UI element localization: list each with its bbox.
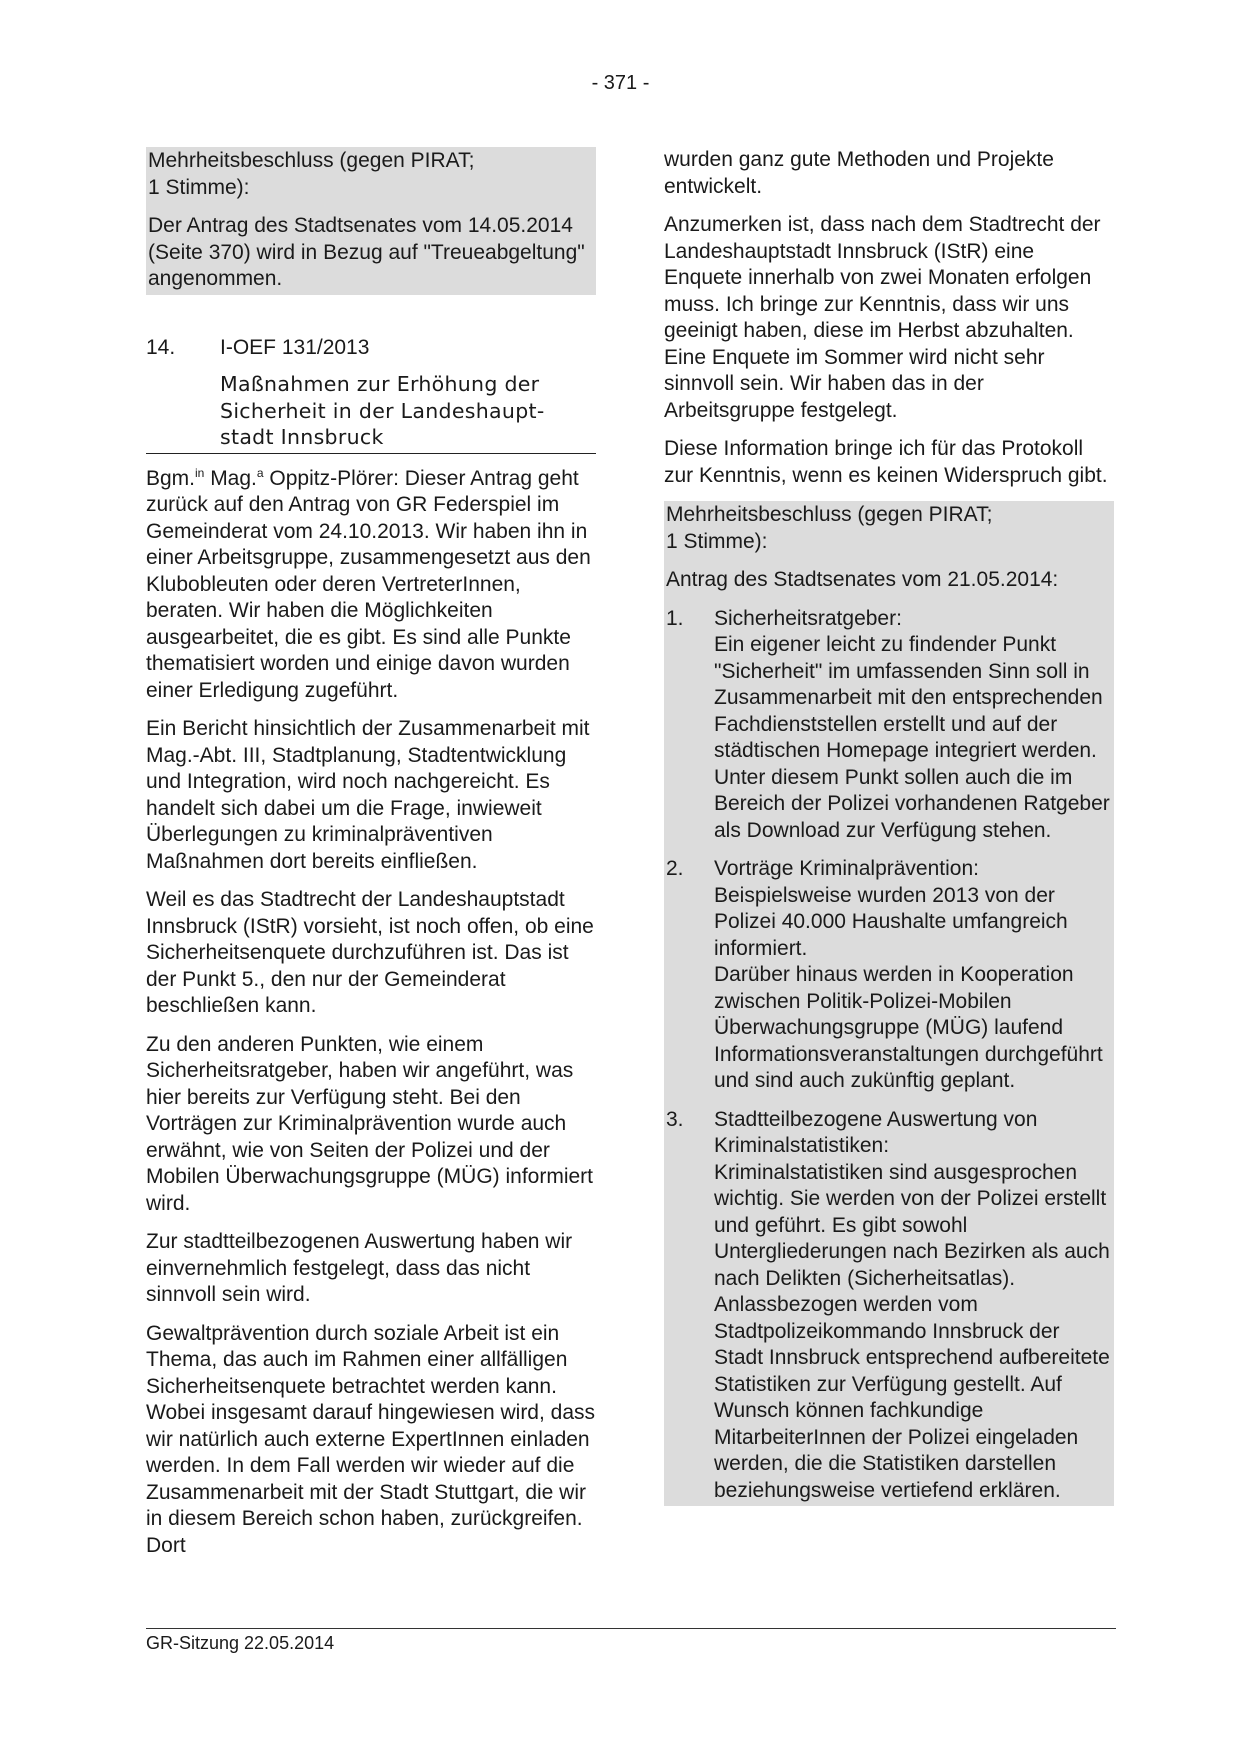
footer-session-date: GR-Sitzung 22.05.2014: [146, 1633, 335, 1653]
speech-paragraph-6: Gewaltprävention durch soziale Arbeit ist ein Thema, das auch im Rahmen einer allfälligen Sicherheitsenquete betrachtet werden kann. Wobei insgesamt darauf hingewiesen wird, dass wir natürlich auch externe ExpertInnen einladen werden. In dem Fall werden wir wieder auf die Zusammenarbeit mit der Stadt Stuttgart, die wir in diesem Bereich schon haben, zurückgreifen. Dort: [146, 1321, 596, 1557]
list-item: [666, 856, 1114, 1095]
vote-heading: [148, 148, 596, 201]
list-item: [666, 1107, 1114, 1505]
agenda-item-code: I-OEF 131/2013: [220, 335, 370, 359]
vote-heading-line1: Mehrheitsbeschluss (gegen PIRAT;: [666, 503, 993, 526]
agenda-item-header: [146, 335, 596, 362]
speech-paragraph-3: Weil es das Stadtrecht der Landeshauptstadt Innsbruck (IStR) vorsieht, ist noch offen, ob eine Sicherheitsenquete durchzuführen ist. Das ist der Punkt 5., den nur der Gemeinderat beschließen kann.: [146, 888, 594, 1017]
list-item-text: Kriminalstatistiken sind ausgesprochen wichtig. Sie werden von der Polizei erstellt und geführt. Es gibt sowohl Untergliederungen nach Bezirken als auch nach Delikten (Sicherheitsatlas). Anlassbezogen werden vom Stadtpolizeikommando Innsbruck der Stadt Innsbruck entsprechend aufbereitete Statistiken zur Verfügung gestellt. Auf Wunsch können fachkundige MitarbeiterInnen der Polizei eingeladen werden, die die Statistiken darstellen beziehungsweise vertiefend erklären.: [714, 1160, 1110, 1502]
agenda-item-title-line3: stadt Innsbruck: [220, 425, 384, 449]
agenda-item-title-line1: Maßnahmen zur Erhöhung der: [220, 372, 540, 396]
vote-box-treueabgeltung: [146, 147, 596, 295]
list-item: [666, 606, 1114, 845]
vote-heading-line1: Mehrheitsbeschluss (gegen PIRAT;: [148, 149, 475, 172]
list-item-number: 2.: [666, 857, 684, 880]
list-item-number: 1.: [666, 606, 684, 630]
resolution-list: [666, 606, 1114, 1505]
page-number: - 371 -: [591, 72, 650, 94]
list-item-title: Vorträge Kriminalprävention:: [714, 857, 979, 880]
speaker-title-a: Bgm.: [146, 466, 196, 490]
speaker-name: Oppitz-Plörer:: [263, 466, 405, 490]
vote-intro: Antrag des Stadtsenates vom 21.05.2014:: [666, 568, 1059, 591]
left-column: [146, 147, 596, 1559]
vote-heading-line2: 1 Stimme):: [148, 175, 250, 199]
speech-paragraph-9: Diese Information bringe ich für das Protokoll zur Kenntnis, wenn es keinen Widerspruch gibt.: [664, 437, 1108, 487]
speech-paragraph-7: wurden ganz gute Methoden und Projekte entwickelt.: [664, 148, 1054, 198]
title-divider: [146, 453, 596, 454]
list-item-title: Stadtteilbezogene Auswertung von Kriminalstatistiken:: [714, 1107, 1038, 1157]
list-item-text: Beispielsweise wurden 2013 von der Polizei 40.000 Haushalte umfangreich informiert.: [714, 883, 1068, 960]
list-item-text-2: Darüber hinaus werden in Kooperation zwischen Politik-Polizei-Mobilen Überwachungsgruppe (MÜG) laufend Informationsveranstaltungen durchgeführt und sind auch zukünftig geplant.: [714, 963, 1103, 1092]
right-column: [664, 147, 1114, 1506]
speech-paragraph-5: Zur stadtteilbezogenen Auswertung haben wir einvernehmlich festgelegt, dass das nicht sinnvoll sein wird.: [146, 1230, 573, 1306]
speaker-title-b: Mag.: [204, 466, 257, 490]
vote-heading-line2: 1 Stimme):: [666, 529, 768, 553]
speaker-sup-2: a: [256, 465, 264, 480]
list-item-number: 3.: [666, 1107, 684, 1131]
speech-paragraph-2: Ein Bericht hinsichtlich der Zusammenarbeit mit Mag.-Abt. III, Stadtplanung, Stadtentwicklung und Integration, wird noch nachgereicht. Es handelt sich dabei um die Frage, inwieweit Überlegungen zu kriminalpräventiven Maßnahmen dort bereits einfließen.: [146, 717, 590, 873]
footer-divider: [146, 1628, 1116, 1629]
speech-paragraph-1: [146, 466, 596, 705]
vote-box-sicherheit: [664, 501, 1114, 1506]
speech-paragraph-4: Zu den anderen Punkten, wie einem Sicherheitsratgeber, haben wir angeführt, was hier bereits zur Verfügung steht. Bei den Vorträgen zur Kriminalprävention wurde auch erwähnt, wie von Seiten der Polizei und der Mobilen Überwachungsgruppe (MÜG) informiert wird.: [146, 1032, 594, 1215]
vote-heading: [666, 502, 1114, 555]
agenda-item-title: [220, 371, 596, 453]
agenda-item-title-line2: Sicherheit in der Landeshaupt-: [220, 398, 545, 423]
speaker-sup-1: in: [195, 465, 205, 480]
speech-paragraph-8: Anzumerken ist, dass nach dem Stadtrecht der Landeshauptstadt Innsbruck (IStR) eine Enquete innerhalb von zwei Monaten erfolgen muss. Ich bringe zur Kenntnis, dass wir uns geeinigt haben, diese im Herbst abzuhalten. Eine Enquete im Sommer wird nicht sehr sinnvoll sein. Wir haben das in der Arbeitsgruppe festgelegt.: [664, 213, 1101, 422]
list-item-text: Ein eigener leicht zu findender Punkt "Sicherheit" im umfassenden Sinn soll in Zusammenarbeit mit den entsprechenden Fachdienststellen erstellt und auf der städtischen Homepage integriert werden. Unter diesem Punkt sollen auch die im Bereich der Polizei vorhandenen Ratgeber als Download zur Verfügung stehen.: [714, 633, 1110, 842]
speech-text-1: Dieser Antrag geht zurück auf den Antrag von GR Federspiel im Gemeinderat vom 24.10.2013. Wir haben ihn in einer Arbeitsgruppe, zusammengesetzt aus den Klubobleuten oder deren VertreterInnen, beraten. Wir haben die Möglichkeiten ausgearbeitet, die es gibt. Es sind alle Punkte thematisiert worden und einige davon wurden einer Erledigung zugeführt.: [146, 466, 591, 702]
list-item-title: Sicherheitsratgeber:: [714, 606, 902, 630]
agenda-item-number: 14.: [146, 335, 176, 359]
vote-text: Der Antrag des Stadtsenates vom 14.05.2014 (Seite 370) wird in Bezug auf "Treueabgeltung" angenommen.: [148, 214, 585, 290]
